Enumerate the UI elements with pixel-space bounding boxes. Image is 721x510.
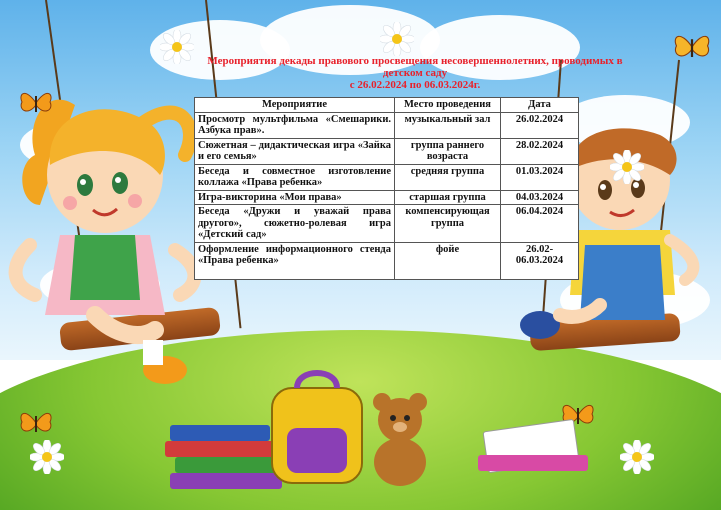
daisy-flower-icon	[620, 440, 654, 474]
daisy-flower-icon	[380, 22, 414, 56]
daisy-flower-icon	[160, 30, 194, 64]
cell-event: Оформление информационного стенда «Права ребенка»	[195, 242, 395, 279]
cell-event: Беседа и совместное изготовление коллажа «Права ребенка»	[195, 164, 395, 190]
teddy-bear-illustration	[355, 392, 445, 492]
cell-date: 26.02.2024	[501, 112, 579, 138]
girl-on-swing-illustration	[5, 85, 205, 395]
table-row	[195, 205, 579, 243]
cell-event: Игра-викторина «Мои права»	[195, 190, 395, 205]
butterfly-icon	[672, 30, 712, 64]
events-table	[194, 97, 579, 280]
cell-date: 04.03.2024	[501, 190, 579, 205]
title-line: Мероприятия декады правового просвещения несовершеннолетних, проводимых в	[207, 55, 623, 67]
cell-date: 06.04.2024	[501, 205, 579, 243]
title-line: с 26.02.2024 по 06.03.2024г.	[349, 79, 481, 91]
daisy-flower-icon	[610, 150, 644, 184]
cell-event: Сюжетная – дидактическая игра «Зайка и его семья»	[195, 138, 395, 164]
table-header-row	[195, 98, 579, 113]
table-row	[195, 138, 579, 164]
header-date: Дата	[501, 98, 579, 113]
butterfly-icon	[18, 408, 54, 438]
header-place: Место проведения	[395, 98, 501, 113]
book-stack-item	[165, 441, 275, 457]
table-row	[195, 164, 579, 190]
table-row	[195, 242, 579, 279]
book-stack-item	[170, 425, 270, 441]
table-row	[195, 190, 579, 205]
cell-event: Беседа «Дружи и уважай права другого», сюжетно-ролевая игра «Детский сад»	[195, 205, 395, 243]
cell-date: 26.02-06.03.2024	[501, 242, 579, 279]
title-line: детском саду	[382, 67, 448, 79]
cell-place: музыкальный зал	[395, 112, 501, 138]
cell-place: старшая группа	[395, 190, 501, 205]
butterfly-icon	[18, 88, 54, 118]
cell-place: группа раннего возраста	[395, 138, 501, 164]
cell-date: 28.02.2024	[501, 138, 579, 164]
cell-place: средняя группа	[395, 164, 501, 190]
page-title	[190, 55, 640, 91]
cell-date: 01.03.2024	[501, 164, 579, 190]
table-row	[195, 112, 579, 138]
header-event: Мероприятие	[195, 98, 395, 113]
daisy-flower-icon	[30, 440, 64, 474]
cell-event: Просмотр мультфильма «Смешарики. Азбука прав».	[195, 112, 395, 138]
cell-place: фойе	[395, 242, 501, 279]
cell-place: компенсирующая группа	[395, 205, 501, 243]
book-stack-item	[478, 455, 588, 471]
